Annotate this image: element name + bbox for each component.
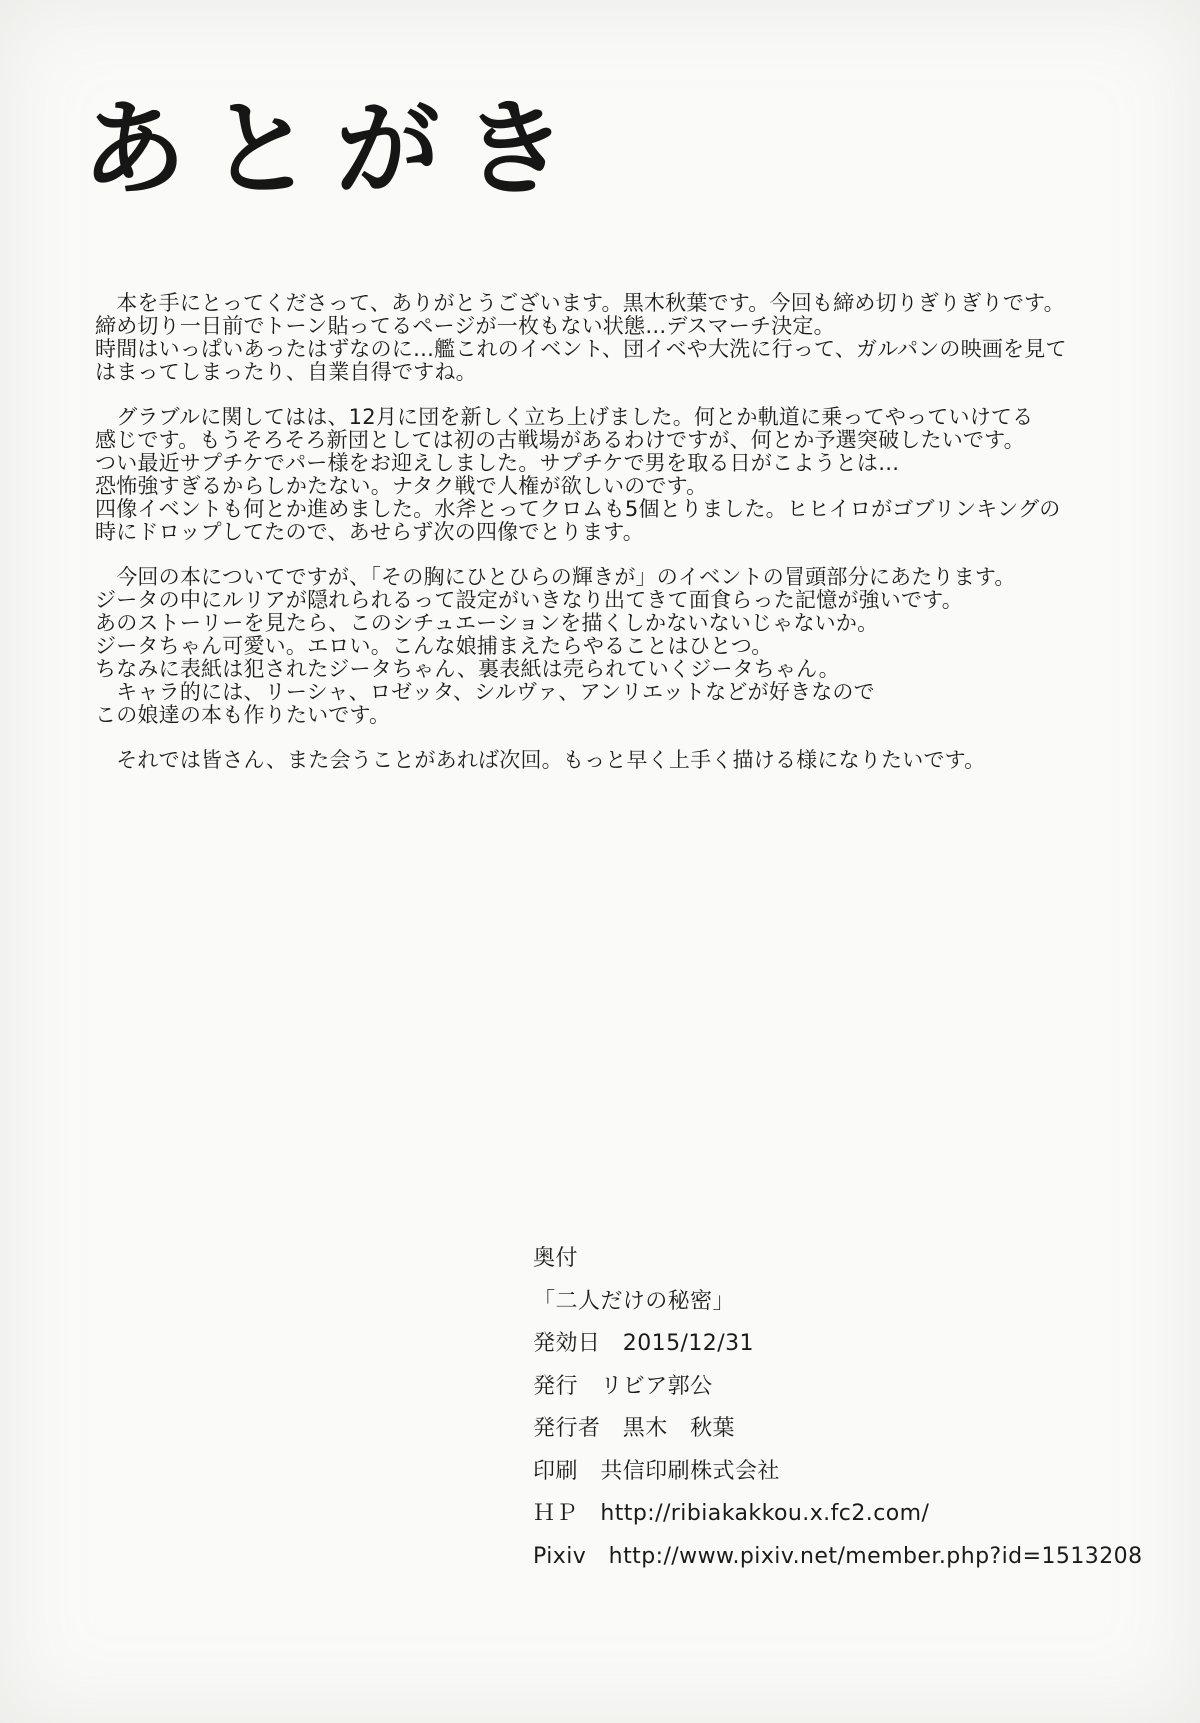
text-line: 本を手にとってくださって、ありがとうございます。黒木秋葉です。今回も締め切りぎりぎりです。	[95, 291, 1065, 315]
colophon-author: 発行者 黒木 秋葉	[533, 1416, 735, 1441]
afterword-paragraph-1	[95, 292, 1190, 384]
text-line: 四像イベントも何とか進めました。水斧とってクロムも5個とりました。ヒヒイロがゴブリンキングの	[95, 497, 1061, 521]
afterword-paragraph-3	[95, 566, 1190, 727]
colophon	[533, 1238, 1143, 1578]
text-line: 時間はいっぱいあったはずなのに…艦これのイベント、団イベや大洗に行って、ガルパンの映画を見て	[95, 337, 1067, 361]
text-line: 締め切り一日前でトーン貼ってるページが一枚もない状態…デスマーチ決定。	[95, 314, 835, 338]
text-line: キャラ的には、リーシャ、ロゼッタ、シルヴァ、アンリエットなどが好きなので	[95, 680, 875, 704]
colophon-pixiv-url: Pixiv http://www.pixiv.net/member.php?id=1513208	[533, 1543, 1143, 1569]
text-line: 時にドロップしてたので、あせらず次の四像でとります。	[95, 520, 644, 544]
colophon-heading: 奥付	[533, 1246, 578, 1271]
text-line: 今回の本についてですが、「その胸にひとひらの輝きが」のイベントの冒頭部分にあたります。	[95, 565, 1016, 589]
text-line: 感じです。もうそろそろ新団としては初の古戦場があるわけですが、何とか予選突破したいです。	[95, 428, 1025, 452]
afterword-body	[95, 292, 1190, 794]
text-line: ジータの中にルリアが隠れられるって設定がいきなり出てきて面食らった記憶が強いです。	[95, 588, 963, 612]
text-line: あのストーリーを見たら、このシチュエーションを描くしかないないじゃないか。	[95, 611, 879, 635]
afterword-paragraph-2	[95, 406, 1190, 544]
page-title: あとがき	[82, 87, 590, 210]
colophon-homepage-url: ＨＰ http://ribiakakkou.x.fc2.com/	[533, 1501, 930, 1526]
text-line: それでは皆さん、また会うことがあれば次回。もっと早く上手く描ける様になりたいです。	[95, 748, 986, 772]
afterword-paragraph-4	[95, 749, 1190, 772]
text-line: この娘達の本も作りたいです。	[95, 703, 391, 727]
text-line: つい最近サプチケでパー様をお迎えしました。サプチケで男を取る日がこようとは…	[95, 451, 900, 475]
text-line: はまってしまったり、自業自得ですね。	[95, 360, 477, 384]
colophon-book-title: 「二人だけの秘密」	[533, 1288, 735, 1314]
text-line: 恐怖強すぎるからしかたない。ナタク戦で人権が欲しいのです。	[95, 474, 708, 498]
text-line: ちなみに表紙は犯されたジータちゃん、裏表紙は売られていくジータちゃん。	[95, 657, 840, 681]
colophon-printer: 印刷 共信印刷株式会社	[533, 1458, 780, 1484]
colophon-publisher: 発行 リビア郭公	[533, 1373, 713, 1399]
text-line: グラブルに関してはは、12月に団を新しく立ち上げました。何とか軌道に乗ってやっていけてる	[95, 405, 1034, 429]
colophon-issue-date: 発効日 2015/12/31	[533, 1331, 754, 1356]
text-line: ジータちゃん可愛い。エロい。こんな娘捕まえたらやることはひとつ。	[95, 634, 773, 658]
